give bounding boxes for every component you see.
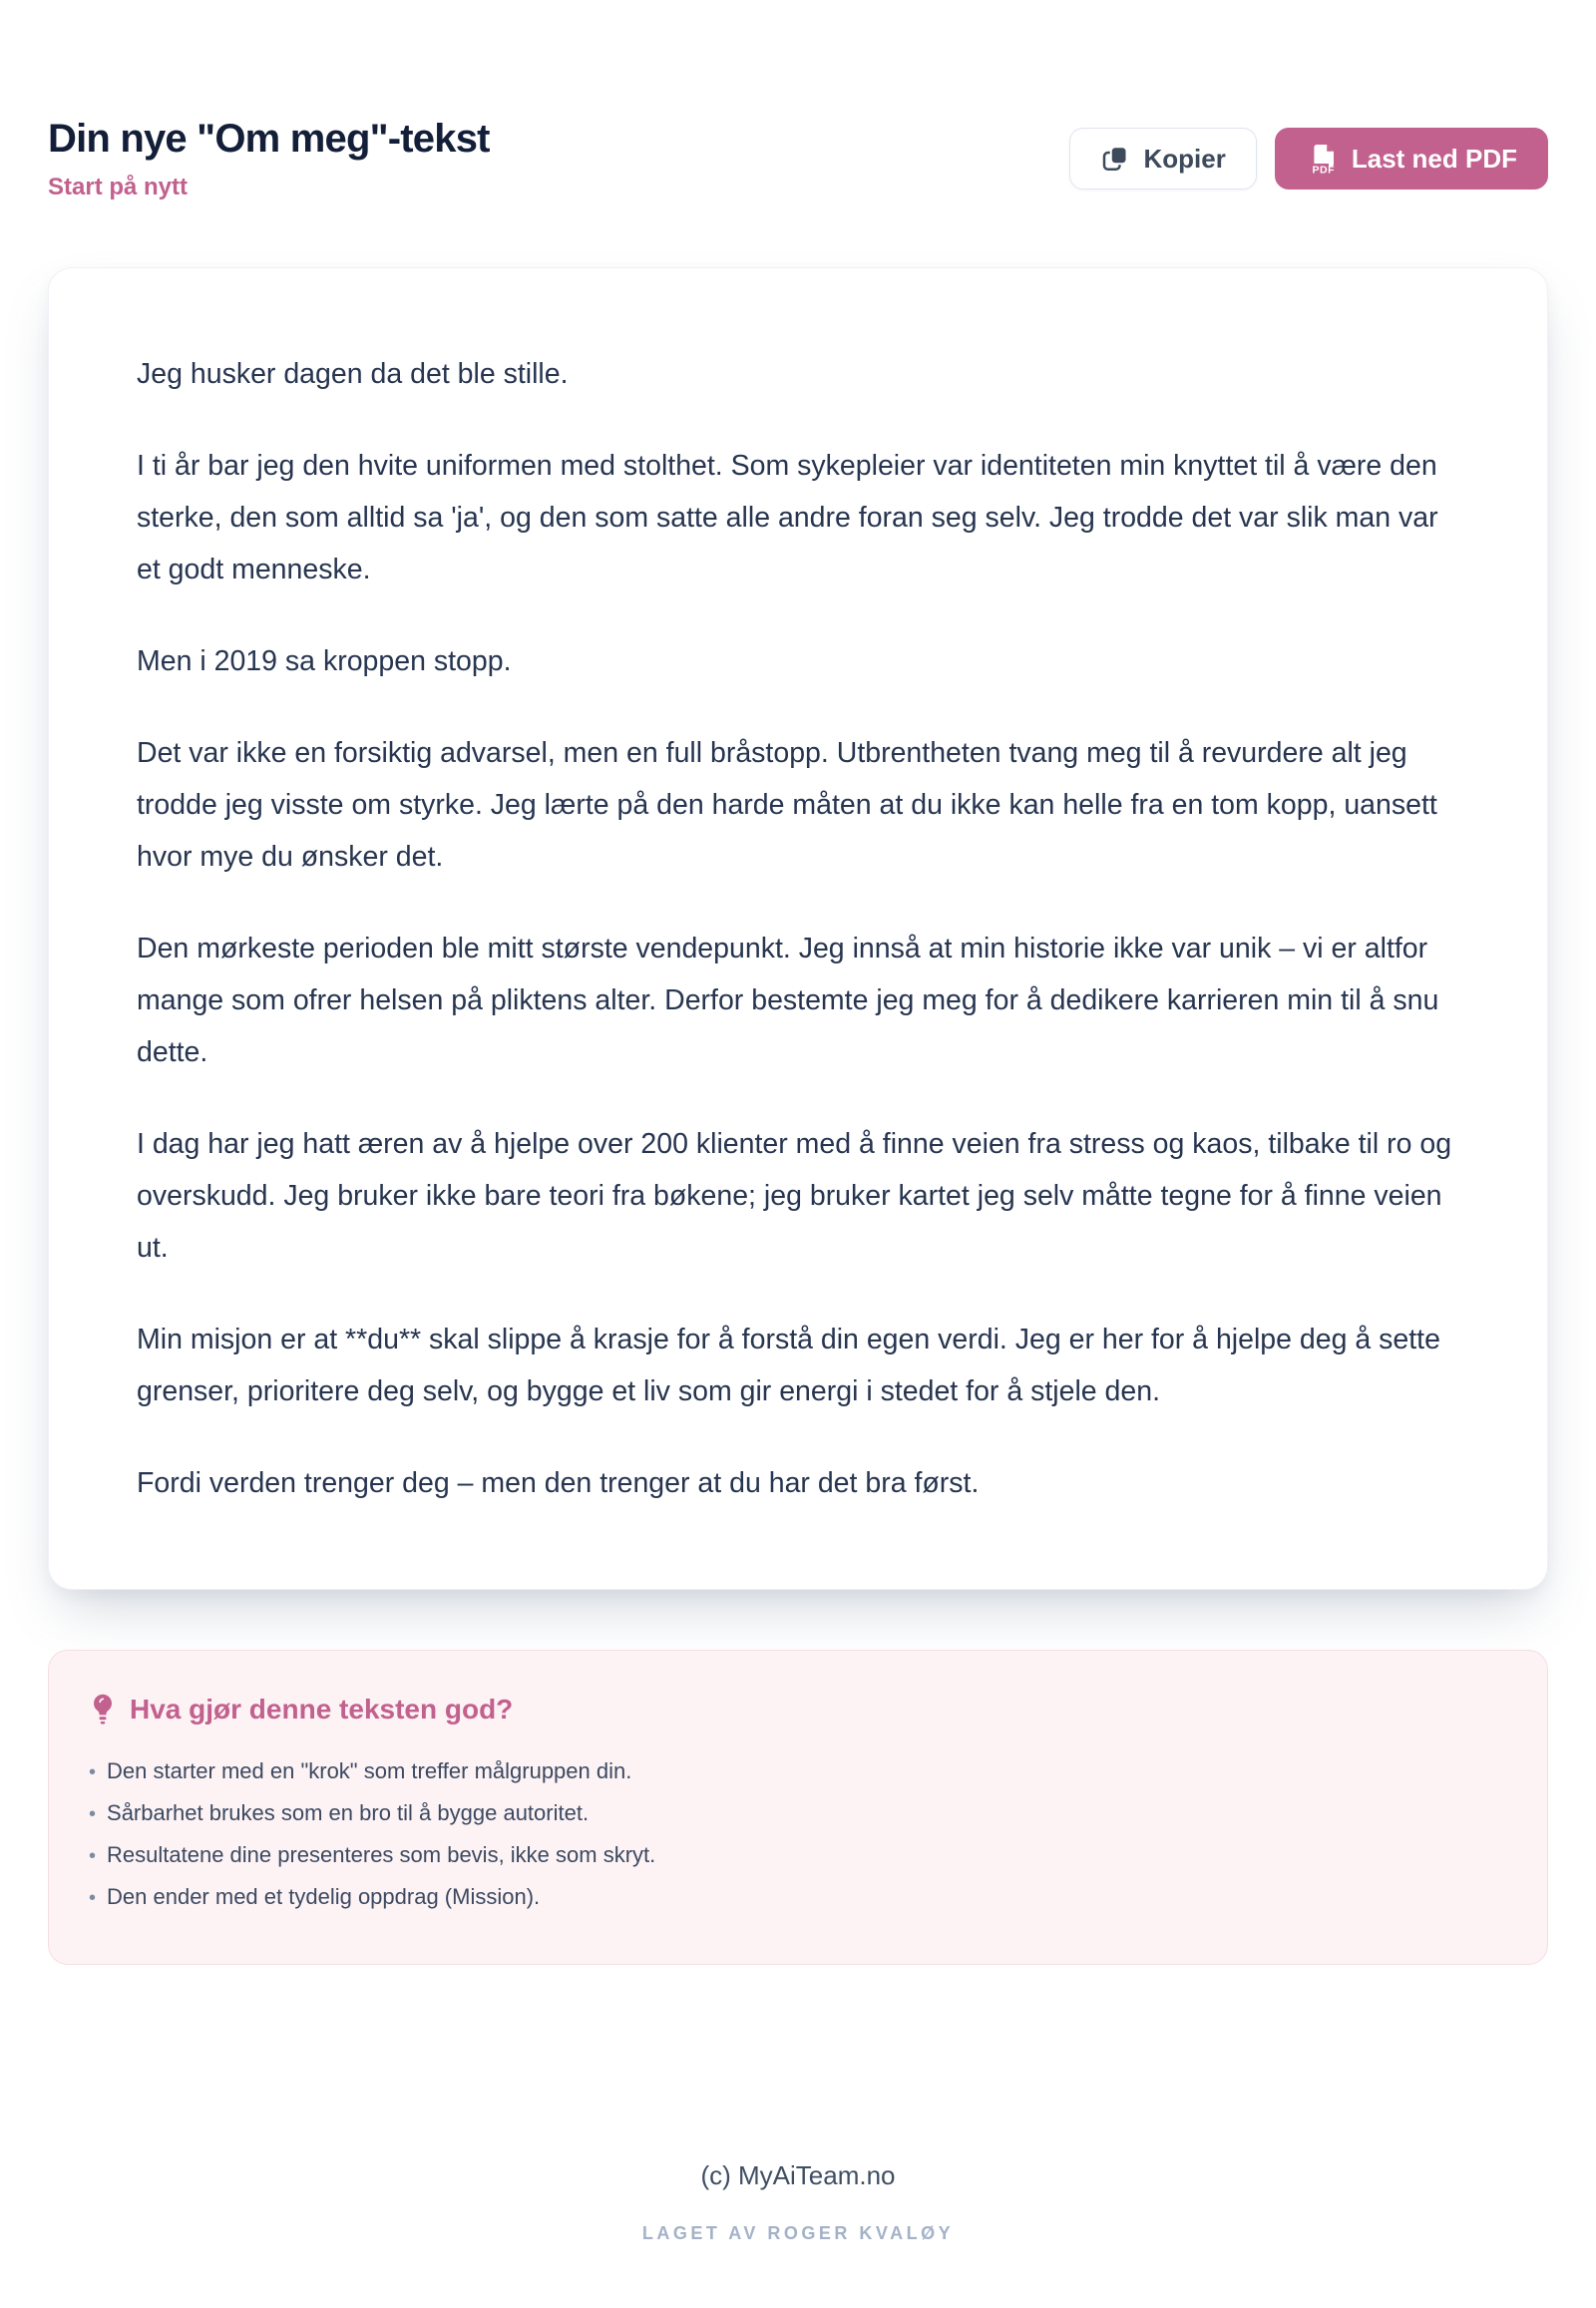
tips-list-item: • Sårbarhet brukes som en bro til å bygge autoritet.: [89, 1792, 1503, 1834]
tips-list-item: • Den starter med en "krok" som treffer målgruppen din.: [89, 1750, 1503, 1792]
page-title: Din nye "Om meg"-tekst: [48, 117, 490, 161]
page-footer: [0, 2160, 1596, 2244]
about-text-paragraph: Men i 2019 sa kroppen stopp.: [137, 645, 512, 677]
copy-icon: [1100, 144, 1130, 174]
about-text-paragraph: Det var ikke en forsiktig advarsel, men en full bråstopp. Utbrentheten tvang meg til å revurdere alt jeg trodde jeg visste om styrke. Jeg lærte på den harde måten at du ikke kan helle fra en tom kopp, uansett hvor mye du ønsker det.: [137, 737, 1437, 873]
download-pdf-button-label: Last ned PDF: [1351, 143, 1517, 174]
pdf-file-icon: [1306, 143, 1338, 175]
about-text-paragraph: I ti år bar jeg den hvite uniformen med stolthet. Som sykepleier var identiteten min knyttet til å være den sterke, den som alltid sa 'ja', og den som satte alle andre foran seg selv. Jeg trodde det var slik man var et godt menneske.: [137, 450, 1438, 585]
lightbulb-icon: [89, 1693, 117, 1727]
about-text-paragraph: I dag har jeg hatt æren av å hjelpe over 200 klienter med å finne veien fra stress og kaos, tilbake til ro og overskudd. Jeg bruker ikke bare teori fra bøkene; jeg bruker kartet jeg selv måtte tegne for å finne veien ut.: [137, 1128, 1452, 1264]
header-actions: [1069, 128, 1548, 190]
footer-copyright: (c) MyAiTeam.no: [700, 2160, 896, 2190]
tips-title: Hva gjør denne teksten god?: [130, 1694, 514, 1725]
about-text-paragraph: Den mørkeste perioden ble mitt største vendepunkt. Jeg innså at min historie ikke var unik – vi er altfor mange som ofrer helsen på pliktens alter. Derfor bestemte jeg meg for å dedikere karrieren min til å snu dette.: [137, 933, 1439, 1068]
tips-header: [89, 1693, 1503, 1727]
tips-list-item: • Resultatene dine presenteres som bevis, ikke som skryt.: [89, 1834, 1503, 1876]
page-header: [0, 0, 1596, 201]
download-pdf-button[interactable]: [1275, 128, 1548, 190]
svg-text:PDF: PDF: [1312, 164, 1335, 175]
about-text-card: [48, 267, 1548, 1590]
footer-credit: LAGET AV ROGER KVALØY: [641, 2223, 955, 2243]
copy-button[interactable]: [1069, 128, 1257, 190]
copy-button-label: Kopier: [1143, 143, 1226, 174]
header-title-block: [48, 116, 490, 201]
about-text-paragraph: Fordi verden trenger deg – men den trenger at du har det bra først.: [137, 1467, 980, 1499]
tips-list: [89, 1750, 1503, 1918]
tips-list-item: • Den ender med et tydelig oppdrag (Mission).: [89, 1876, 1503, 1918]
restart-link[interactable]: Start på nytt: [48, 174, 189, 200]
about-text-paragraph: Jeg husker dagen da det ble stille.: [137, 358, 569, 390]
tips-box: [48, 1650, 1548, 1965]
about-text-paragraph: Min misjon er at **du** skal slippe å krasje for å forstå din egen verdi. Jeg er her for å hjelpe deg å sette grenser, prioritere deg selv, og bygge et liv som gir energi i stedet for å stjele den.: [137, 1324, 1440, 1407]
